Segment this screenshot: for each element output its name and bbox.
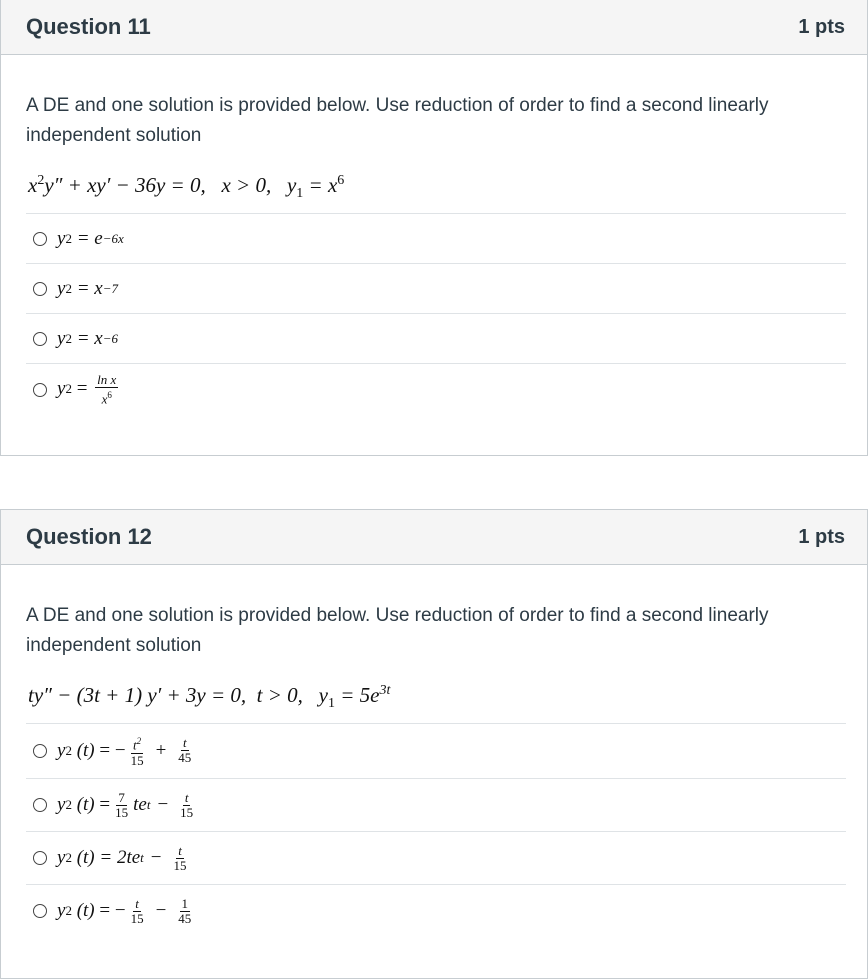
answer-label: y 2 (t) = − $\frac{t^2}{15}$ + $\frac{t}{45}$ (57, 735, 192, 768)
answer-label: y 2 (t) = $\frac{7}{15}$ te t − $\frac{t}{15}$ (57, 789, 194, 820)
radio-button[interactable] (33, 282, 47, 296)
answer-option[interactable] (26, 313, 846, 363)
fraction: $\frac{1}{45}$ (178, 895, 192, 926)
answer-list (26, 723, 846, 937)
fraction: $\frac{t^2}{15}$ (130, 736, 144, 768)
answer-option[interactable] (26, 778, 846, 831)
answer-option[interactable] (26, 263, 846, 313)
radio-button[interactable] (33, 798, 47, 812)
answer-label: y 2 = x −7 (57, 277, 118, 299)
question-title: Question 12 (26, 524, 152, 549)
differential-equation: $x^2y'' + xy' - 36y = 0$, x > 0, $y_1 = x^6$ (28, 173, 345, 202)
radio-button[interactable] (33, 232, 47, 246)
answer-option[interactable] (26, 723, 846, 778)
fraction: $\frac{t}{15}$ (130, 895, 144, 926)
question-text: A DE and one solution is provided below. Use reduction of order to find a second linearly independent solution (26, 605, 769, 656)
answer-option[interactable] (26, 213, 846, 263)
radio-button[interactable] (33, 851, 47, 865)
question-points: 1 pts (798, 525, 845, 548)
question-title: Question 11 (26, 14, 151, 39)
answer-option[interactable] (26, 831, 846, 884)
question-header (1, 510, 867, 565)
answer-label: y 2 = $\frac{\text{ln x}}{x^6}$ (57, 371, 117, 407)
radio-button[interactable] (33, 332, 47, 346)
question-header (1, 0, 867, 55)
radio-button[interactable] (33, 904, 47, 918)
radio-button[interactable] (33, 744, 47, 758)
fraction: $\frac{t}{45}$ (178, 735, 192, 766)
answer-label: y 2 = e −6x (57, 227, 124, 249)
question-points: 1 pts (798, 15, 845, 38)
question-11-card (0, 0, 868, 456)
radio-button[interactable] (33, 383, 47, 397)
fraction: $\frac{t}{15}$ (180, 789, 194, 820)
answer-label: y 2 (t) = − $\frac{t}{15}$ − $\frac{1}{45}$ (57, 895, 192, 926)
fraction: $\frac{t}{15}$ (173, 842, 187, 873)
question-text: A DE and one solution is provided below. Use reduction of order to find a second linearly independent solution (26, 95, 769, 146)
answer-label: y 2 = x −6 (57, 327, 118, 349)
answer-option[interactable] (26, 884, 846, 937)
differential-equation: ty″ − (3t + 1) y′ + 3y = 0, t > 0, $y_1 = 5e^{3t}$ (28, 683, 391, 712)
fraction: $\frac{\text{ln x}}{x^6}$ (97, 371, 117, 407)
question-12-card (0, 509, 868, 979)
answer-option[interactable] (26, 363, 846, 415)
answer-list (26, 213, 846, 415)
fraction: $\frac{7}{15}$ (115, 789, 129, 820)
answer-label: y 2 (t) = 2te t − $\frac{t}{15}$ (57, 842, 187, 873)
